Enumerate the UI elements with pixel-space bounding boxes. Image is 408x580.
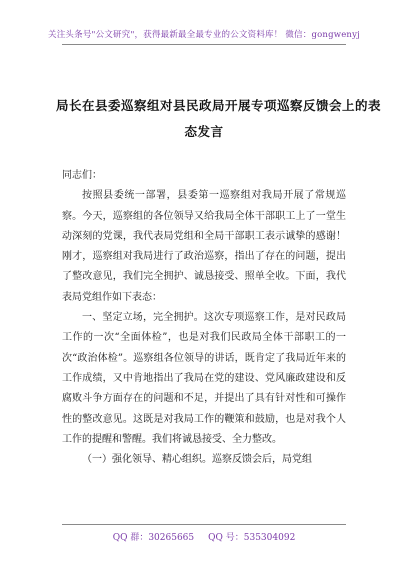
salutation: 同志们： [62, 170, 102, 181]
document-title-line-1: 局长在县委巡察组对县民政局开展专项巡察反馈会上的表 [56, 98, 382, 113]
header-banner: 关注头条号"公文研究"，获得最新最全最专业的公文资料库！ 微信：gongwenyj [48, 30, 360, 40]
footer-divider [62, 524, 346, 525]
document-body [62, 166, 346, 470]
footer-qq-group: QQ 群：30265665 [112, 533, 195, 543]
footer [0, 530, 408, 543]
document-title-line-2: 态发言 [184, 124, 224, 139]
paragraph-section-one: 一、坚定立场，完全拥护。这次专项巡察工作，是对民政局工作的一次“全面体检”，也是对我们民政局全体干部职工的一次“政治体检”。巡察组各位领导的讲话，既肯定了我局近年来的工作成绩，又中肯地指出了我局在党的建设、党风廉政建设和反腐败斗争方面存在的问题和不足，并提出了具有针对性和可操作性的整改意见。这既是对我局工作的鞭策和鼓励，也是对我个人工作的提醒和警醒。我们将诚恳接受、全力整改。 [62, 312, 346, 445]
header-divider [62, 44, 346, 45]
paragraph-subsection-one: （一）强化领导、精心组织。巡察反馈会后，局党组 [82, 454, 312, 466]
paragraph-opening: 按照县委统一部署，县委第一巡察组对我局开展了常规巡察。今天，巡察组的各位领导又给我局全体干部职工上了一堂生动深刻的党课，我代表局党组和全局干部职工表示诚挚的感谢！刚才，巡察组对我局进行了政治巡察，指出了存在的问题，提出了整改意见，我们完全拥护、诚恳接受、照单全收。下面，我代表局党组作如下表态： [62, 190, 346, 303]
footer-qq-number: QQ 号：535304092 [208, 533, 296, 543]
